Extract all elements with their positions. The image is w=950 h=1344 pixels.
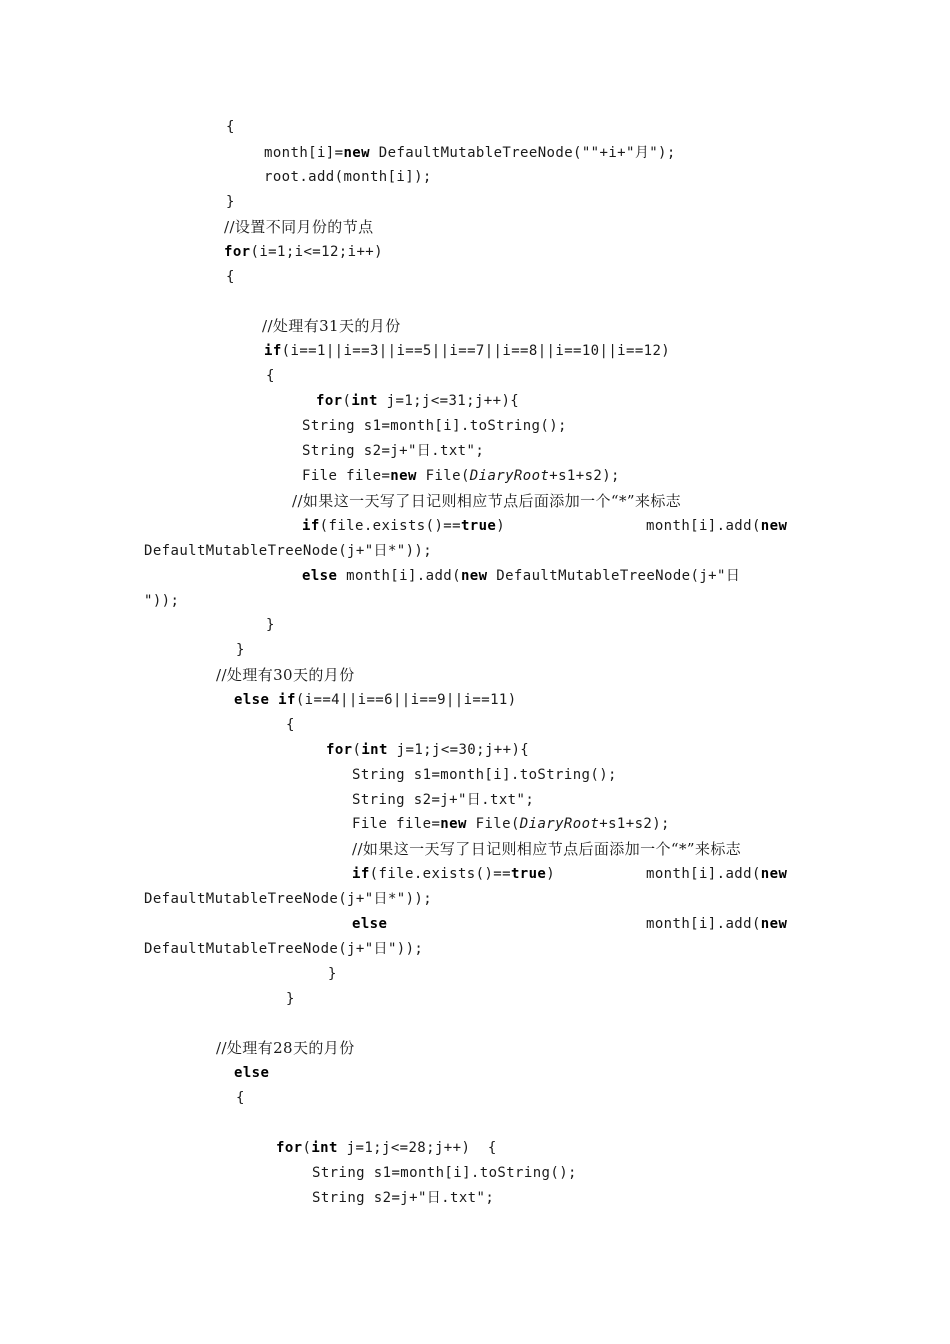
code-italic-identifier: DiaryRoot	[519, 816, 600, 832]
code-line	[302, 467, 620, 485]
code-text: {	[266, 368, 275, 384]
code-line	[266, 367, 275, 385]
code-line	[226, 268, 235, 286]
code-comment: //处理有30天的月份	[216, 666, 355, 684]
code-comment: //处理有28天的月份	[216, 1039, 355, 1057]
code-line	[292, 492, 681, 511]
code-line	[312, 1189, 494, 1207]
code-keyword: new	[760, 866, 788, 882]
code-line	[236, 641, 245, 659]
code-text: (i=1;i<=12;i++)	[250, 244, 383, 260]
code-text: String s1=month[i].toString();	[312, 1165, 577, 1181]
code-text: (	[352, 742, 362, 758]
code-text: File file=	[352, 816, 441, 832]
code-line	[326, 741, 529, 759]
code-text: DefaultMutableTreeNode(j+"日*"));	[144, 543, 433, 559]
code-text: (	[342, 393, 352, 409]
code-text: String s1=month[i].toString();	[302, 418, 567, 434]
code-text	[269, 692, 278, 708]
code-text: month[i].add(	[646, 916, 761, 932]
code-text: String s2=j+"日.txt";	[302, 443, 485, 459]
code-text: DefaultMutableTreeNode(""+i+"月");	[369, 145, 676, 161]
code-line	[264, 342, 670, 360]
code-text: {	[226, 269, 235, 285]
code-keyword: new	[760, 916, 788, 932]
code-line	[646, 915, 787, 933]
code-line	[352, 865, 555, 883]
code-text: (file.exists()==	[369, 866, 511, 882]
code-line	[312, 1164, 577, 1182]
code-text: String s2=j+"日.txt";	[312, 1190, 495, 1206]
code-text: )	[496, 518, 506, 534]
code-italic-identifier: DiaryRoot	[469, 468, 550, 484]
code-keyword: int	[351, 393, 378, 409]
code-text: DefaultMutableTreeNode(j+"日"));	[144, 941, 424, 957]
code-keyword: for	[224, 244, 251, 260]
code-line	[302, 567, 740, 585]
code-line	[264, 144, 676, 162]
code-line	[352, 815, 670, 833]
code-text: month[i].add(	[646, 866, 761, 882]
code-line	[226, 193, 235, 211]
code-line	[234, 691, 517, 709]
code-text: {	[286, 717, 295, 733]
code-line	[234, 1064, 269, 1082]
code-line	[224, 218, 374, 237]
code-text: +s1+s2);	[599, 816, 670, 832]
code-comment: //如果这一天写了日记则相应节点后面添加一个“*”来标志	[352, 840, 742, 858]
code-comment: //处理有31天的月份	[262, 317, 401, 335]
code-text: (	[302, 1140, 312, 1156]
code-line	[302, 442, 484, 460]
code-line	[266, 616, 275, 634]
code-line	[226, 118, 235, 136]
code-keyword: new	[760, 518, 788, 534]
code-keyword: for	[316, 393, 343, 409]
code-keyword: else	[234, 1065, 270, 1081]
code-text: {	[236, 1090, 245, 1106]
code-text: j=1;j<=31;j++){	[377, 393, 520, 409]
code-line	[144, 592, 179, 610]
code-keyword: for	[276, 1140, 303, 1156]
code-text: month[i]=	[264, 145, 344, 161]
code-text: "));	[144, 593, 180, 609]
code-line	[352, 915, 387, 933]
code-line	[352, 791, 534, 809]
code-keyword: true	[460, 518, 497, 534]
code-keyword: if	[278, 692, 296, 708]
code-text: (i==4||i==6||i==9||i==11)	[295, 692, 517, 708]
code-line	[144, 940, 423, 958]
code-text: File(	[416, 468, 470, 484]
code-keyword: new	[390, 468, 417, 484]
code-line	[316, 392, 519, 410]
code-line	[264, 168, 432, 186]
code-keyword: if	[264, 343, 282, 359]
code-line	[286, 716, 295, 734]
code-line	[646, 517, 787, 535]
code-text: }	[328, 966, 337, 982]
code-text: j=1;j<=28;j++) {	[337, 1140, 497, 1156]
code-keyword: if	[352, 866, 370, 882]
code-line	[216, 666, 355, 685]
code-text: DefaultMutableTreeNode(j+"日	[487, 568, 741, 584]
code-line	[352, 766, 617, 784]
code-line	[328, 965, 337, 983]
code-text: File(	[466, 816, 520, 832]
code-text: )	[546, 866, 556, 882]
code-text: File file=	[302, 468, 391, 484]
code-line	[144, 542, 432, 560]
code-keyword: int	[361, 742, 388, 758]
code-text: j=1;j<=30;j++){	[387, 742, 530, 758]
code-keyword: new	[460, 568, 488, 584]
code-text: String s1=month[i].toString();	[352, 767, 617, 783]
code-text: +s1+s2);	[549, 468, 620, 484]
code-keyword: int	[311, 1140, 338, 1156]
code-text: root.add(month[i]);	[264, 169, 432, 185]
code-text: }	[236, 642, 245, 658]
code-line	[286, 990, 295, 1008]
code-text: month[i].add(	[646, 518, 761, 534]
code-line	[276, 1139, 497, 1157]
code-text: }	[266, 617, 275, 633]
code-text: }	[226, 194, 235, 210]
code-line	[216, 1039, 355, 1058]
code-line	[144, 890, 432, 908]
code-keyword: else	[302, 568, 338, 584]
code-text: {	[226, 119, 235, 135]
code-keyword: if	[302, 518, 320, 534]
code-keyword: for	[326, 742, 353, 758]
code-keyword: else	[352, 916, 388, 932]
code-line	[302, 417, 567, 435]
code-text: (i==1||i==3||i==5||i==7||i==8||i==10||i==12)	[281, 343, 671, 359]
code-line	[352, 840, 741, 859]
code-text: (file.exists()==	[319, 518, 461, 534]
code-comment: //设置不同月份的节点	[224, 218, 374, 236]
code-line	[646, 865, 787, 883]
code-text: month[i].add(	[337, 568, 461, 584]
code-line	[262, 317, 401, 336]
code-keyword: new	[343, 145, 370, 161]
code-line	[302, 517, 505, 535]
code-keyword: new	[440, 816, 467, 832]
code-text: }	[286, 991, 295, 1007]
code-keyword: else	[234, 692, 270, 708]
code-text: DefaultMutableTreeNode(j+"日*"));	[144, 891, 433, 907]
code-line	[236, 1089, 245, 1107]
code-text: String s2=j+"日.txt";	[352, 792, 535, 808]
code-line	[224, 243, 383, 261]
code-keyword: true	[510, 866, 547, 882]
code-comment: //如果这一天写了日记则相应节点后面添加一个“*”来标志	[292, 492, 682, 510]
